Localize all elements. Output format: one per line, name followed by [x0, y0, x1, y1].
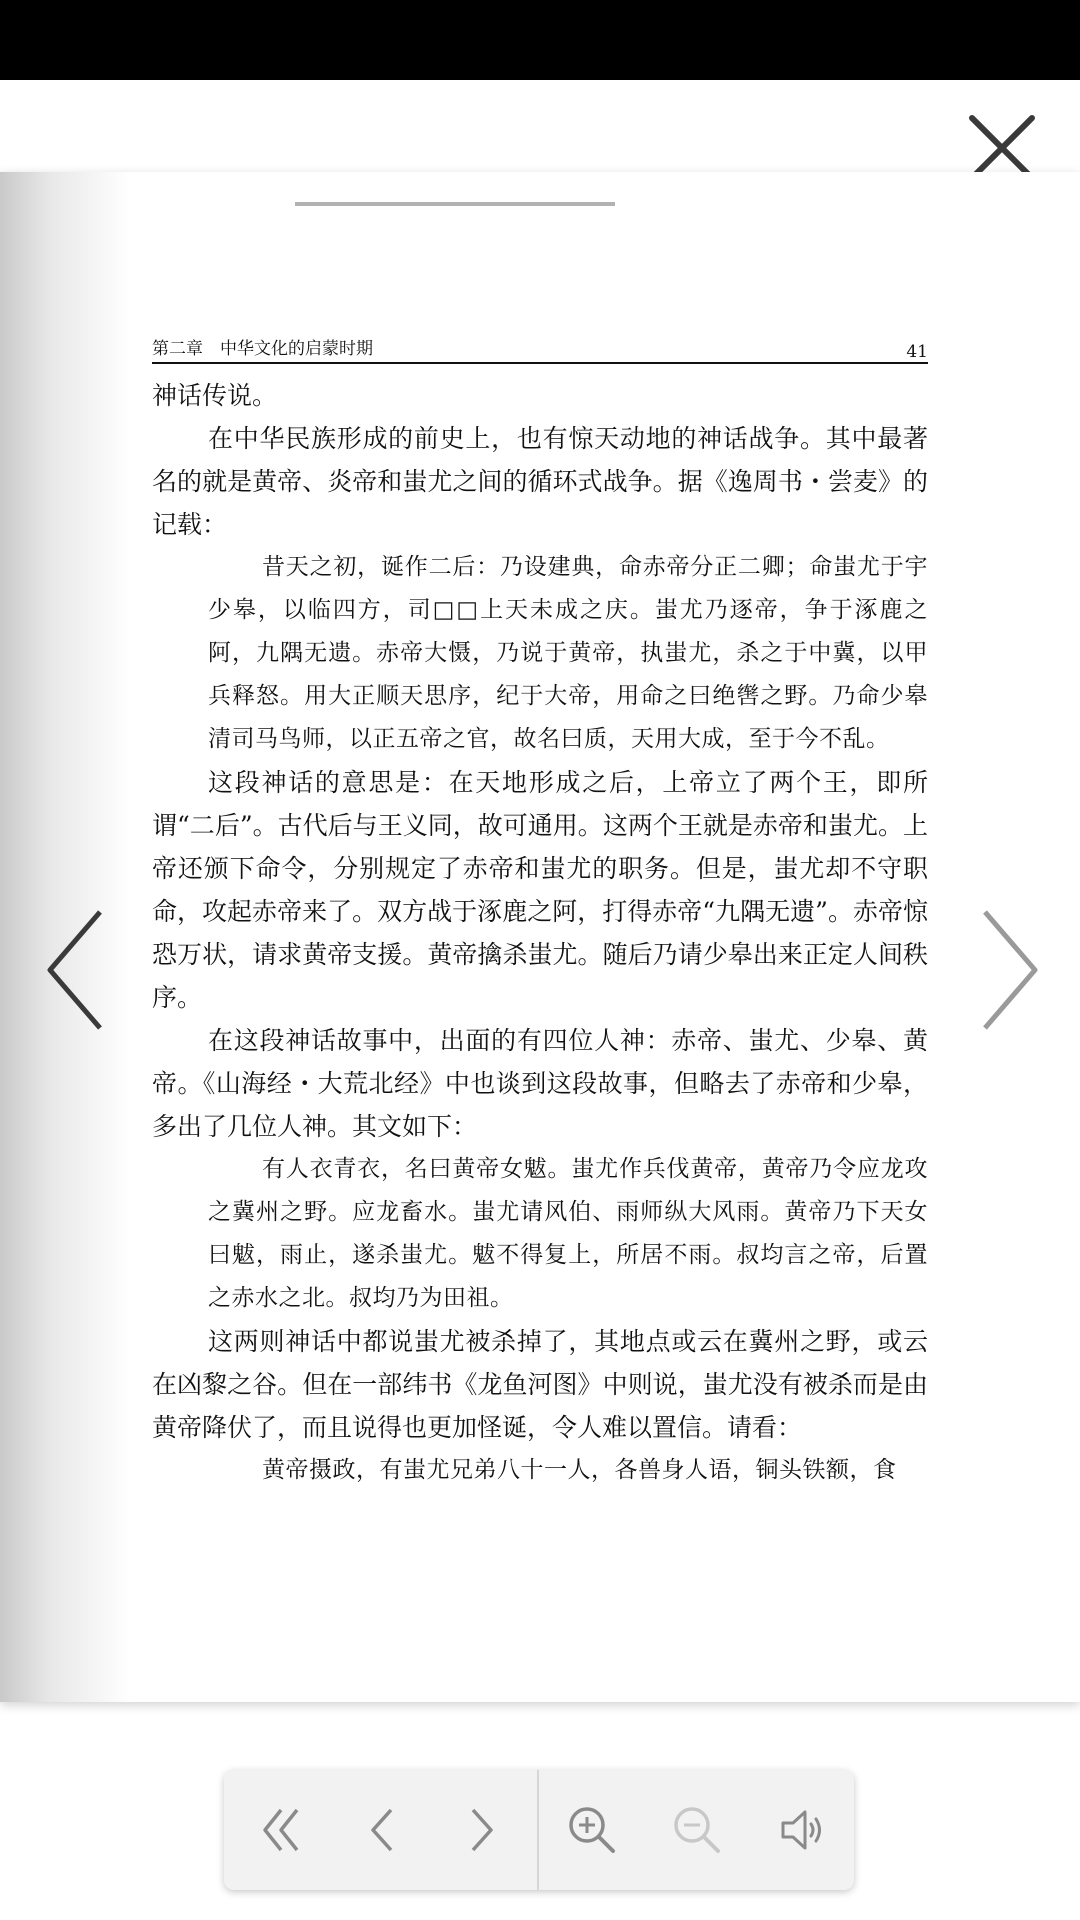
scan-artifact — [295, 202, 615, 206]
read-aloud-button[interactable] — [749, 1770, 854, 1890]
prev-page-button[interactable] — [40, 900, 110, 1040]
body-paragraph: 这两则神话中都说蚩尤被杀掉了，其地点或云在冀州之野，或云在凶黎之谷。但在一部纬书《龙鱼河图》中则说，蚩尤没有被杀而是由黄帝降伏了，而且说得也更加怪诞，令人难以置信。请看： — [152, 1327, 928, 1442]
chevron-left-icon — [357, 1805, 407, 1855]
chevron-left-icon — [40, 900, 110, 1040]
body-paragraph: 在中华民族形成的前史上，也有惊天动地的神话战争。其中最著名的就是黄帝、炎帝和蚩尤之间的循环式战争。据《逸周书・尝麦》的记载： — [152, 424, 928, 539]
book-page — [0, 172, 1080, 1702]
zoom-out-icon — [670, 1803, 724, 1857]
page-body-text — [152, 374, 928, 1492]
running-header — [152, 332, 928, 364]
quoted-passage: 昔天之初，诞作二后：乃设建典，命赤帝分正二卿；命蚩尤于宇少皋，以临四方，司□□上天未成之庆。蚩尤乃逐帝，争于涿鹿之阿，九隅无遗。赤帝大慑，乃说于黄帝，执蚩尤，杀之于中冀，以甲兵释怒。用大正顺天思序，纪于大帝，用命之曰绝辔之野。乃命少皋清司马鸟师，以正五帝之官，故名曰质，天用大成，至于今不乱。 — [208, 554, 928, 752]
chevron-right-icon — [457, 1805, 507, 1855]
double-chevron-left-icon — [257, 1805, 307, 1855]
quoted-passage: 黄帝摄政，有蚩尤兄弟八十一人，各兽身人语，铜头铁额，食 — [262, 1457, 897, 1483]
next-page-button[interactable] — [975, 900, 1045, 1040]
body-paragraph: 神话传说。 — [152, 381, 278, 410]
body-paragraph: 在这段神话故事中，出面的有四位人神：赤帝、蚩尤、少皋、黄帝。《山海经・大荒北经》中也谈到这段故事，但略去了赤帝和少皋，多出了几位人神。其文如下： — [152, 1026, 928, 1141]
status-bar — [0, 0, 1080, 80]
page-number: 41 — [906, 342, 928, 362]
body-paragraph: 这段神话的意思是：在天地形成之后，上帝立了两个王，即所谓“二后”。古代后与王义同，故可通用。这两个王就是赤帝和蚩尤。上帝还颁下命令，分别规定了赤帝和蚩尤的职务。但是，蚩尤却不守职命，攻起赤帝来了。双方战于涿鹿之阿，打得赤帝“九隅无遗”。赤帝惊恐万状，请求黄帝支援。黄帝擒杀蚩尤。随后乃请少皋出来正定人间秩序。 — [152, 768, 928, 1012]
zoom-out-button[interactable] — [644, 1770, 749, 1890]
zoom-in-button[interactable] — [539, 1770, 644, 1890]
reader-toolbar — [224, 1770, 854, 1890]
quoted-passage: 有人衣青衣，名曰黄帝女魃。蚩尤作兵伐黄帝，黄帝乃令应龙攻之冀州之野。应龙畜水。蚩尤请风伯、雨师纵大风雨。黄帝乃下天女曰魃，雨止，遂杀蚩尤。魃不得复上，所居不雨。叔均言之帝，后置之赤水之北。叔均乃为田祖。 — [208, 1156, 928, 1311]
speaker-icon — [775, 1803, 829, 1857]
next-button[interactable] — [429, 1770, 534, 1890]
first-page-button[interactable] — [229, 1770, 334, 1890]
chapter-title: 第二章 中华文化的启蒙时期 — [152, 339, 373, 359]
chevron-right-icon — [975, 900, 1045, 1040]
zoom-in-icon — [565, 1803, 619, 1857]
previous-button[interactable] — [329, 1770, 434, 1890]
